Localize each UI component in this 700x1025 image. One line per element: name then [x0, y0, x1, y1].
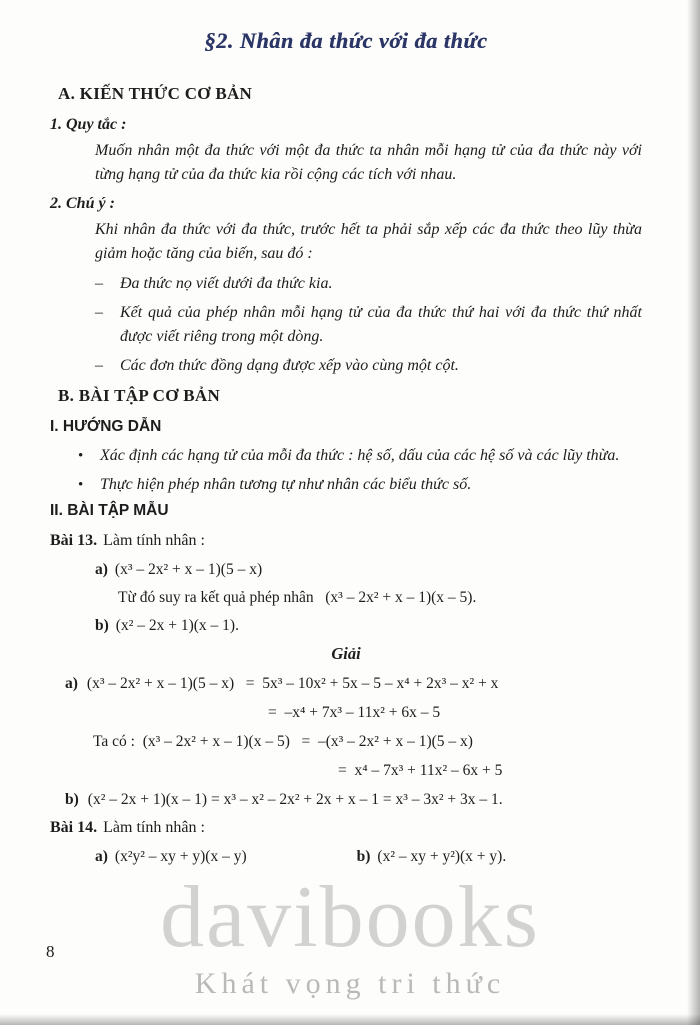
heading-guide: I. HƯỚNG DẪN [50, 418, 162, 435]
guide-item-text: Thực hiện phép nhân tương tự như nhân các biểu thức số. [100, 476, 472, 493]
problem-14-parts [95, 845, 642, 869]
note-label: 2. Chú ý : [50, 195, 115, 212]
note-list-item [95, 301, 642, 349]
solution-b-expression: (x² – 2x + 1)(x – 1) = x³ – x² – 2x² + 2x + x – 1 = x³ – 3x² + 3x – 1. [87, 791, 503, 808]
part-a-expression: (x²y² – xy + y)(x – y) [114, 848, 247, 865]
problem-13-heading [50, 529, 642, 553]
rule-text: Muốn nhân một đa thức với một đa thức ta nhân mỗi hạng tử của đa thức này với từng hạng tử của đa thức kia rồi cộng các tích với nhau. [95, 142, 642, 183]
note-list-item [95, 272, 642, 296]
note-text: Khi nhân đa thức với đa thức, trước hết ta phải sắp xếp các đa thức theo lũy thừa giảm hoặc tăng của biến, sau đó : [95, 221, 642, 262]
bullet-marker: • [78, 448, 84, 464]
solution-line-a1 [50, 671, 642, 696]
rule-label: 1. Quy tắc : [50, 116, 127, 133]
solution-a-label: a) [65, 675, 78, 692]
watermark-logo: davibooks [160, 869, 540, 966]
part-b-label: b) [95, 617, 109, 634]
part-b-expression: (x² – 2x + 1)(x – 1). [115, 617, 239, 634]
chapter-title: §2. Nhân đa thức với đa thức [204, 28, 488, 53]
solution-line-a2: = –x⁴ + 7x³ – 11x² + 6x – 5 [268, 704, 441, 721]
solution-heading: Giải [331, 644, 361, 663]
note-item-text: Kết quả của phép nhân mỗi hạng tử của đa thức thứ hai với đa thức thứ nhất được viết riêng trong một dòng. [120, 304, 642, 345]
heading-sample-exercises: II. BÀI TẬP MẪU [50, 502, 169, 519]
part-b-label: b) [356, 848, 371, 865]
part-b-expression: (x² – xy + y²)(x + y). [377, 848, 507, 865]
problem-13-part-a [95, 558, 642, 582]
problem-14-title: Làm tính nhân : [103, 819, 205, 836]
note-list-item [95, 354, 642, 378]
page-number: 8 [46, 942, 55, 961]
problem-13-title: Làm tính nhân : [103, 532, 205, 549]
part-a-expression: (x³ – 2x² + x – 1)(5 – x) [114, 561, 263, 578]
note-item-text: Các đơn thức đồng dạng được xếp vào cùng một cột. [120, 357, 459, 374]
bullet-marker: • [78, 477, 84, 493]
guide-list-item [78, 473, 642, 497]
problem-13-part-b [95, 614, 642, 638]
guide-list-item [78, 444, 642, 468]
dash-marker: – [95, 357, 103, 374]
watermark-slogan: Khát vọng tri thức [194, 967, 506, 1000]
scan-edge-bottom [0, 1014, 700, 1025]
solution-line-taco2: = x⁴ – 7x³ + 11x² – 6x + 5 [338, 762, 503, 779]
solution-b-label: b) [65, 791, 79, 808]
note-item-text: Đa thức nọ viết dưới đa thức kia. [120, 275, 333, 292]
part-a-label: a) [95, 848, 108, 865]
solution-line-b [50, 787, 642, 812]
solution-a-expression: (x³ – 2x² + x – 1)(5 – x) = 5x³ – 10x² + 5x – 5 – x⁴ + 2x³ – x² + x [86, 675, 499, 692]
problem-14-heading [50, 816, 642, 840]
scan-edge-right [687, 0, 700, 1025]
guide-item-text: Xác định các hạng tử của mỗi đa thức : hệ số, dấu của các hệ số và các lũy thừa. [100, 447, 620, 464]
solution-line-taco: Ta có : (x³ – 2x² + x – 1)(x – 5) = –(x³ – 2x² + x – 1)(5 – x) [93, 733, 473, 750]
part-a-label: a) [95, 561, 108, 578]
problem-13-label: Bài 13. [50, 532, 98, 549]
problem-13-remark: Từ đó suy ra kết quả phép nhân (x³ – 2x² + x – 1)(x – 5). [118, 589, 477, 606]
heading-exercises: B. BÀI TẬP CƠ BẢN [58, 386, 221, 405]
heading-knowledge: A. KIẾN THỨC CƠ BẢN [58, 84, 253, 103]
dash-marker: – [95, 304, 103, 321]
problem-14-label: Bài 14. [50, 819, 98, 836]
dash-marker: – [95, 275, 103, 292]
